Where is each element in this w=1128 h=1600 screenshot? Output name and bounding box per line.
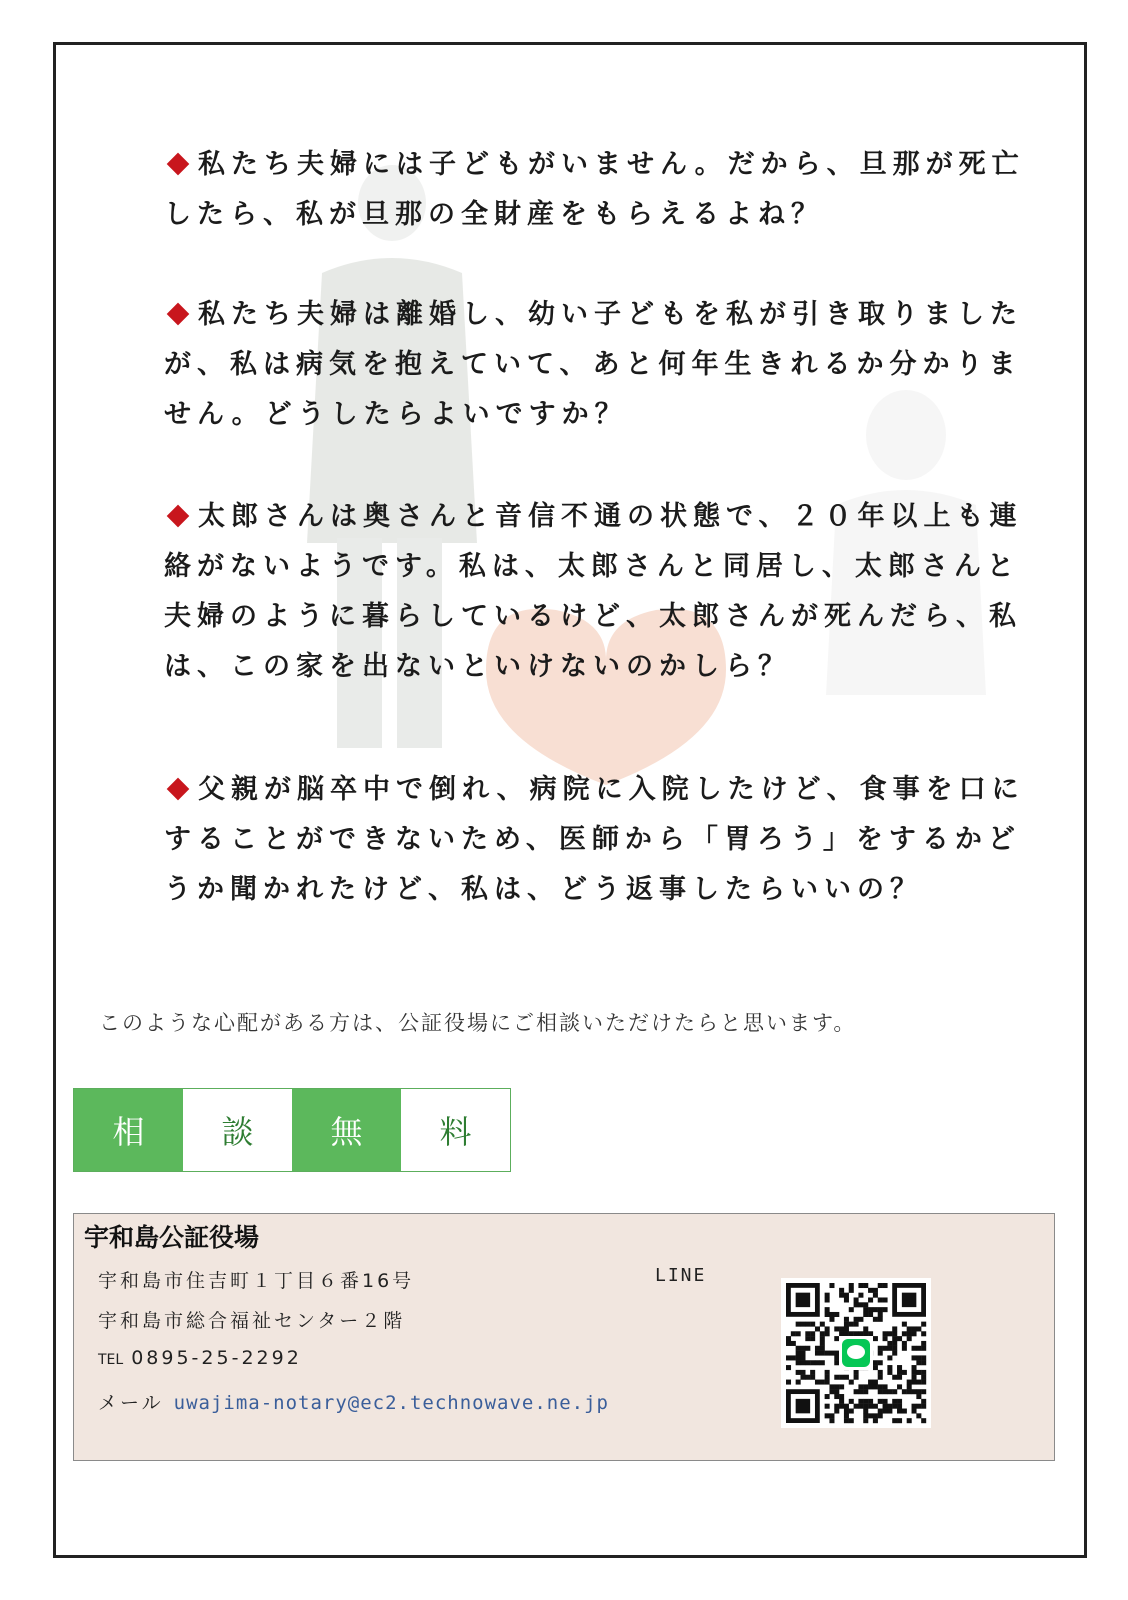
diamond-bullet-icon [167,505,190,528]
page-frame [53,42,1087,1558]
tel-label: TEL [98,1352,124,1368]
free-consultation-banner [73,1088,511,1172]
office-address-1: 宇和島市住吉町１丁目６番16号 [98,1270,415,1292]
free-banner-char: 無 [292,1089,401,1171]
question-4: 父親が脳卒中で倒れ、病院に入院したけど、食事を口にすることができないため、医師から「胃ろう」をするかどうか聞かれたけど、私は、どう返事したらいいの？ [164,774,1025,905]
office-address-2: 宇和島市総合福祉センター２階 [98,1310,406,1332]
question-3: 太郎さんは奥さんと音信不通の状態で、２０年以上も連絡がないようです。私は、太郎さんと同居し、太郎さんと夫婦のように暮らしているけど、太郎さんが死んだら、私は、この家を出ないといけないのかしら？ [164,501,1023,682]
tel-number[interactable]: 0895-25-2292 [131,1347,302,1369]
email-label: メール [98,1392,164,1414]
diamond-bullet-icon [167,778,190,801]
qr-code-icon [781,1278,931,1428]
diamond-bullet-icon [167,303,190,326]
line-label: LINE [655,1265,707,1286]
free-banner-char: 相 [74,1089,183,1171]
diamond-bullet-icon [167,153,190,176]
office-info-box [73,1213,1055,1461]
question-1: 私たち夫婦には子どもがいません。だから、旦那が死亡したら、私が旦那の全財産をもらえるよね？ [164,149,1025,230]
office-phone [98,1347,302,1369]
free-banner-char: 料 [401,1089,510,1171]
email-link[interactable]: uwajima-notary@ec2.technowave.ne.jp [173,1392,609,1414]
office-email [98,1388,609,1415]
consultation-note: このような心配がある方は、公証役場にご相談いただけたらと思います。 [99,1011,857,1035]
office-name: 宇和島公証役場 [84,1223,260,1252]
line-qr-code[interactable] [781,1278,931,1428]
question-2: 私たち夫婦は離婚し、幼い子どもを私が引き取りましたが、私は病気を抱えていて、あと何年生きれるか分かりません。どうしたらよいですか？ [164,299,1023,430]
free-banner-char: 談 [183,1089,292,1171]
